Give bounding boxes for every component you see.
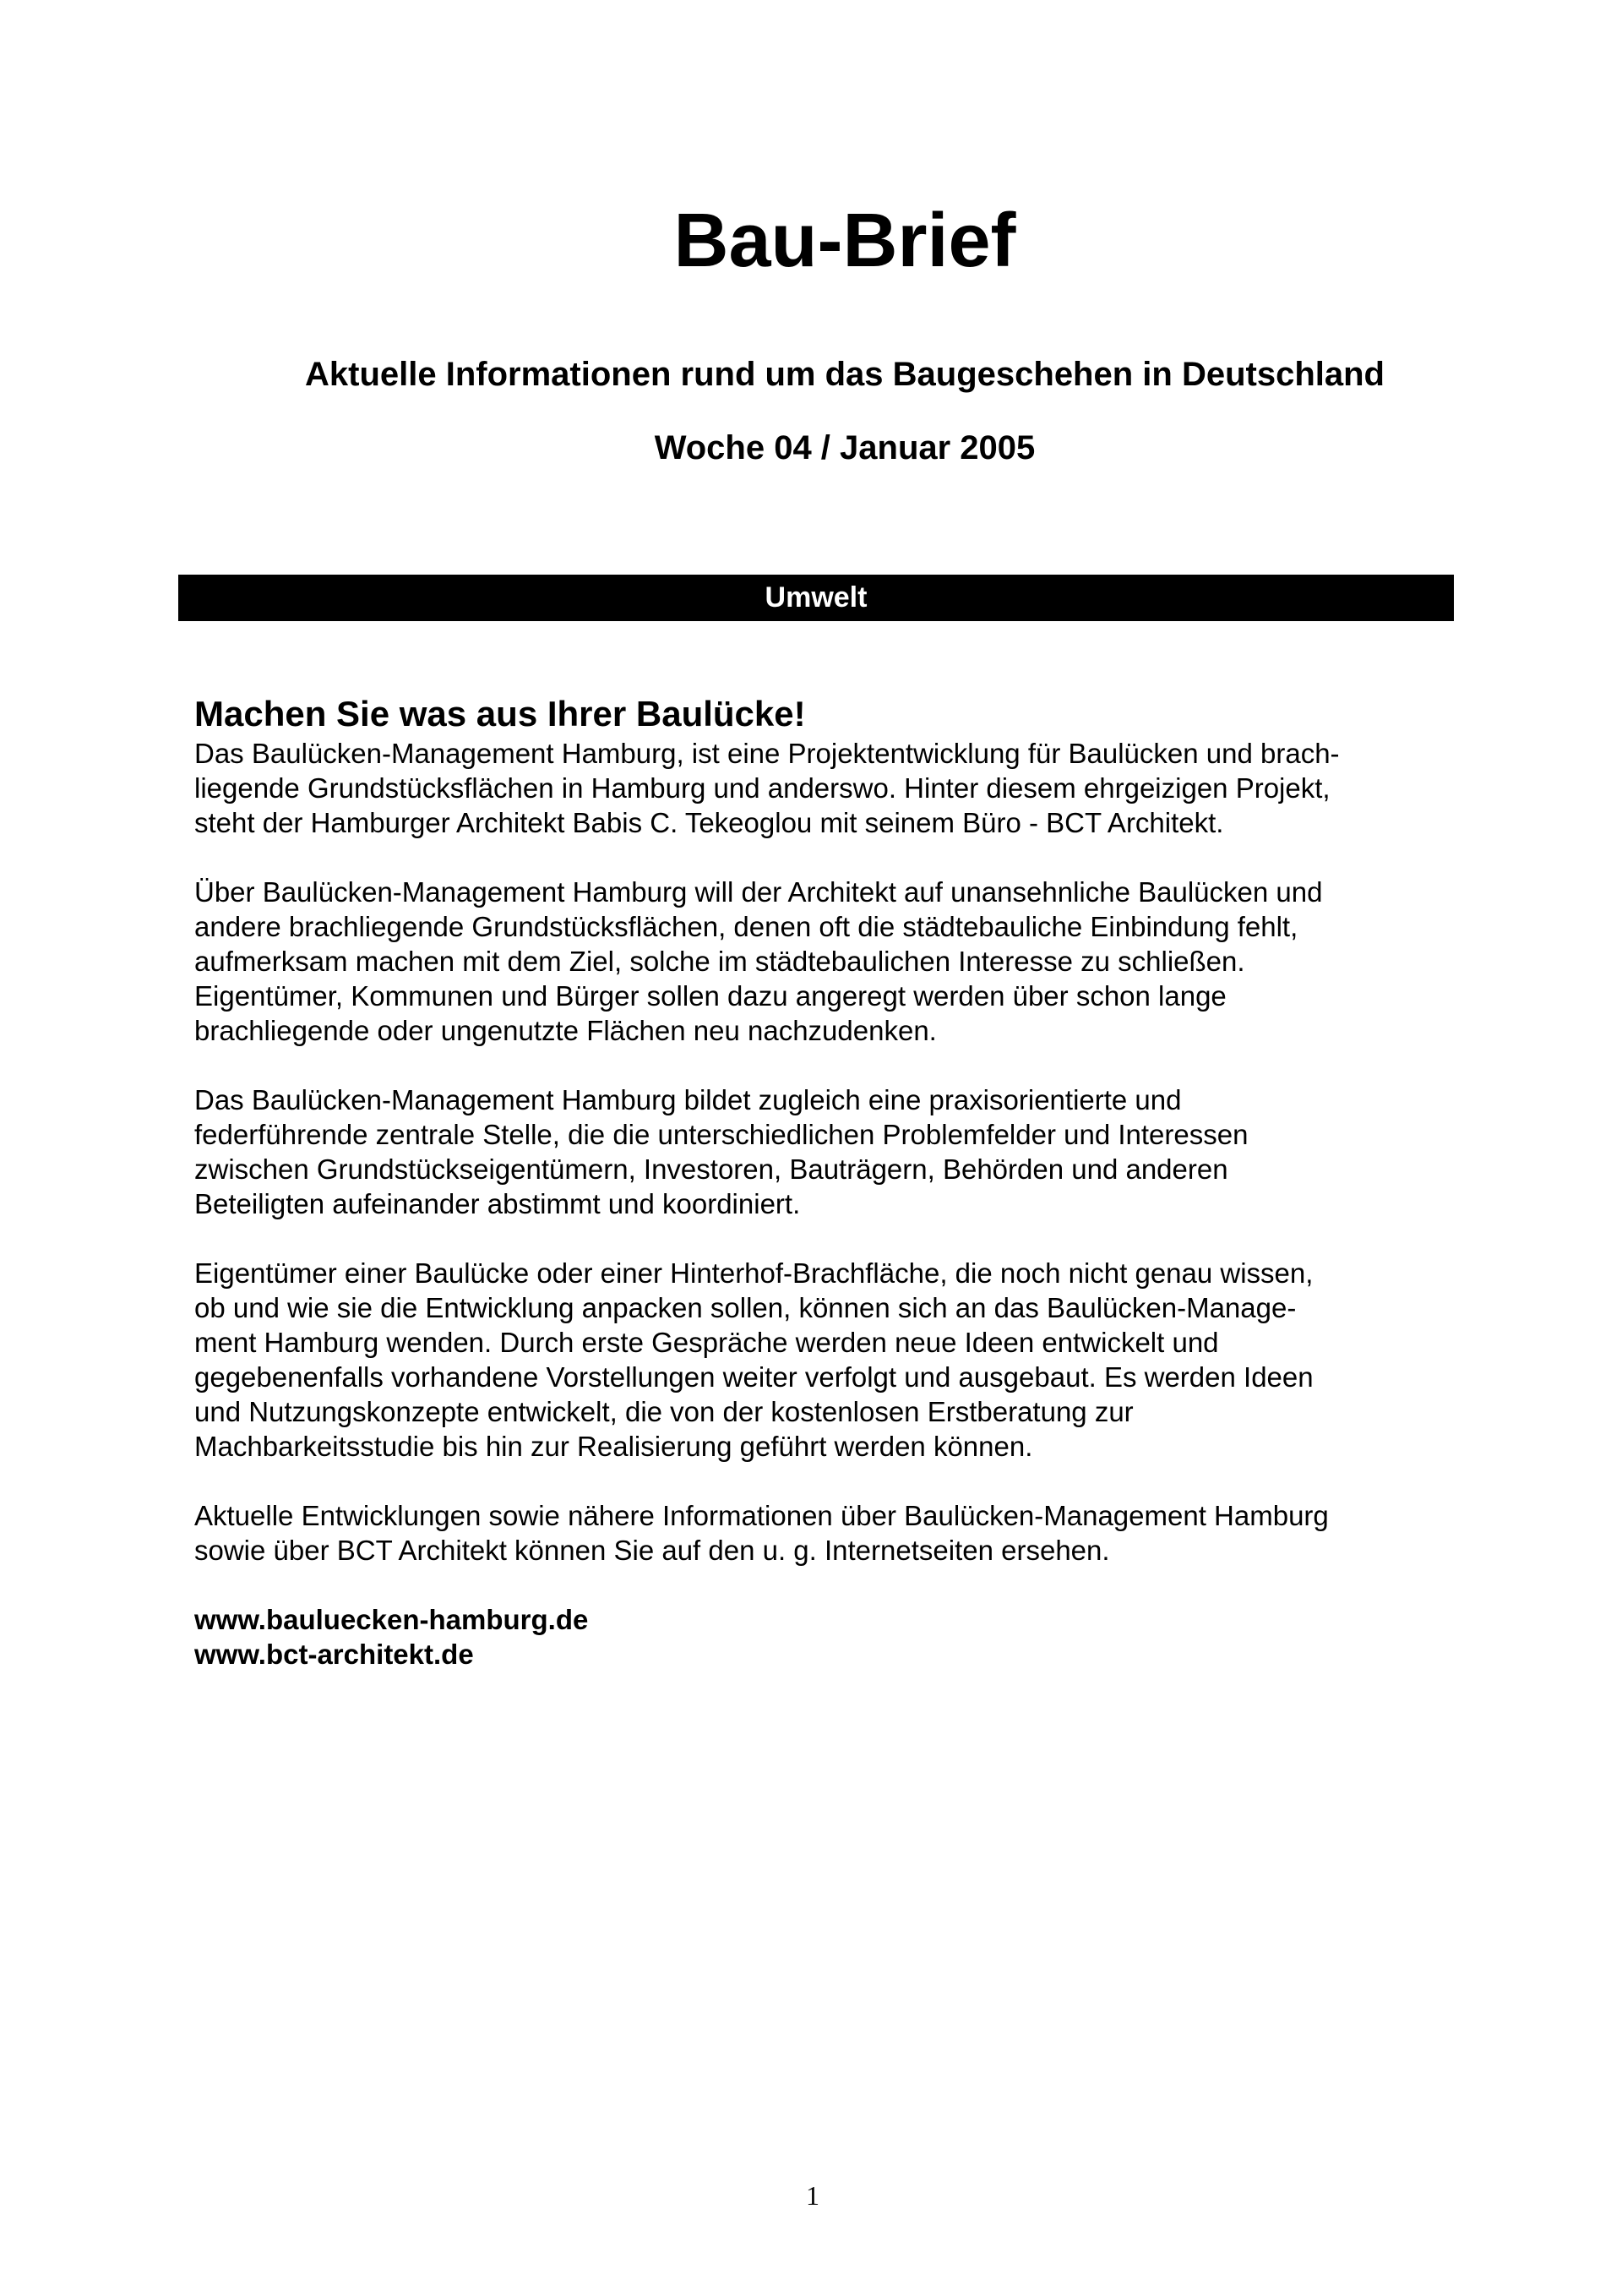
article-paragraph <box>194 1083 1445 1221</box>
paragraph-line: federführende zentrale Stelle, die die unterschiedlichen Problemfelder und Interessen <box>194 1119 1249 1150</box>
paragraph-line: Beteiligten aufeinander abstimmt und koordiniert. <box>194 1188 801 1219</box>
website-link-bct[interactable]: www.bct-architekt.de <box>194 1639 474 1670</box>
paragraph-line: ment Hamburg wenden. Durch erste Gespräche werden neue Ideen entwickelt und <box>194 1327 1219 1358</box>
paragraph-line: Das Baulücken-Management Hamburg, ist eine Projektentwicklung für Baulücken und brach- <box>194 738 1340 769</box>
article-title: Machen Sie was aus Ihrer Baulücke! <box>194 694 806 734</box>
article-paragraph <box>194 875 1445 1048</box>
paragraph-line: ob und wie sie die Entwicklung anpacken sollen, können sich an das Baulücken-Manage- <box>194 1292 1297 1323</box>
website-links <box>194 1602 1445 1672</box>
paragraph-line: andere brachliegende Grundstücksflächen, denen oft die städtebauliche Einbindung fehlt, <box>194 911 1298 942</box>
paragraph-line: Das Baulücken-Management Hamburg bildet zugleich eine praxisorientierte und <box>194 1084 1182 1115</box>
page-number: 1 <box>806 2180 819 2211</box>
page-subtitle: Aktuelle Informationen rund um das Baugeschehen in Deutschland <box>305 356 1385 393</box>
paragraph-line: Eigentümer einer Baulücke oder einer Hinterhof-Brachfläche, die noch nicht genau wissen, <box>194 1257 1314 1289</box>
paragraph-line: Über Baulücken-Management Hamburg will der Architekt auf unansehnliche Baulücken und <box>194 876 1323 908</box>
website-link-bauluecken[interactable]: www.bauluecken-hamburg.de <box>194 1604 589 1635</box>
issue-date: Woche 04 / Januar 2005 <box>654 429 1036 466</box>
page-title: Bau-Brief <box>673 199 1016 283</box>
paragraph-line: brachliegende oder ungenutzte Flächen neu nachzudenken. <box>194 1015 937 1046</box>
paragraph-line: sowie über BCT Architekt können Sie auf den u. g. Internetseiten ersehen. <box>194 1535 1110 1566</box>
article-paragraph <box>194 1256 1445 1464</box>
paragraph-line: und Nutzungskonzepte entwickelt, die von der kostenlosen Erstberatung zur <box>194 1396 1134 1427</box>
paragraph-line: steht der Hamburger Architekt Babis C. Tekeoglou mit seinem Büro - BCT Architekt. <box>194 807 1224 838</box>
section-header-bar <box>178 575 1454 621</box>
paragraph-line: gegebenenfalls vorhandene Vorstellungen weiter verfolgt und ausgebaut. Es werden Ideen <box>194 1361 1314 1393</box>
paragraph-line: Machbarkeitsstudie bis hin zur Realisierung geführt werden können. <box>194 1431 1033 1462</box>
article-paragraph <box>194 736 1445 840</box>
section-label: Umwelt <box>765 581 868 614</box>
paragraph-line: Eigentümer, Kommunen und Bürger sollen dazu angeregt werden über schon lange <box>194 980 1227 1012</box>
paragraph-line: zwischen Grundstückseigentümern, Investoren, Bauträgern, Behörden und anderen <box>194 1153 1228 1185</box>
paragraph-line: liegende Grundstücksflächen in Hamburg und anderswo. Hinter diesem ehrgeizigen Projekt, <box>194 772 1331 804</box>
article-paragraph <box>194 1498 1445 1568</box>
paragraph-line: aufmerksam machen mit dem Ziel, solche im städtebaulichen Interesse zu schließen. <box>194 946 1245 977</box>
paragraph-line: Aktuelle Entwicklungen sowie nähere Informationen über Baulücken-Management Hamburg <box>194 1500 1329 1531</box>
article <box>194 689 1445 1672</box>
